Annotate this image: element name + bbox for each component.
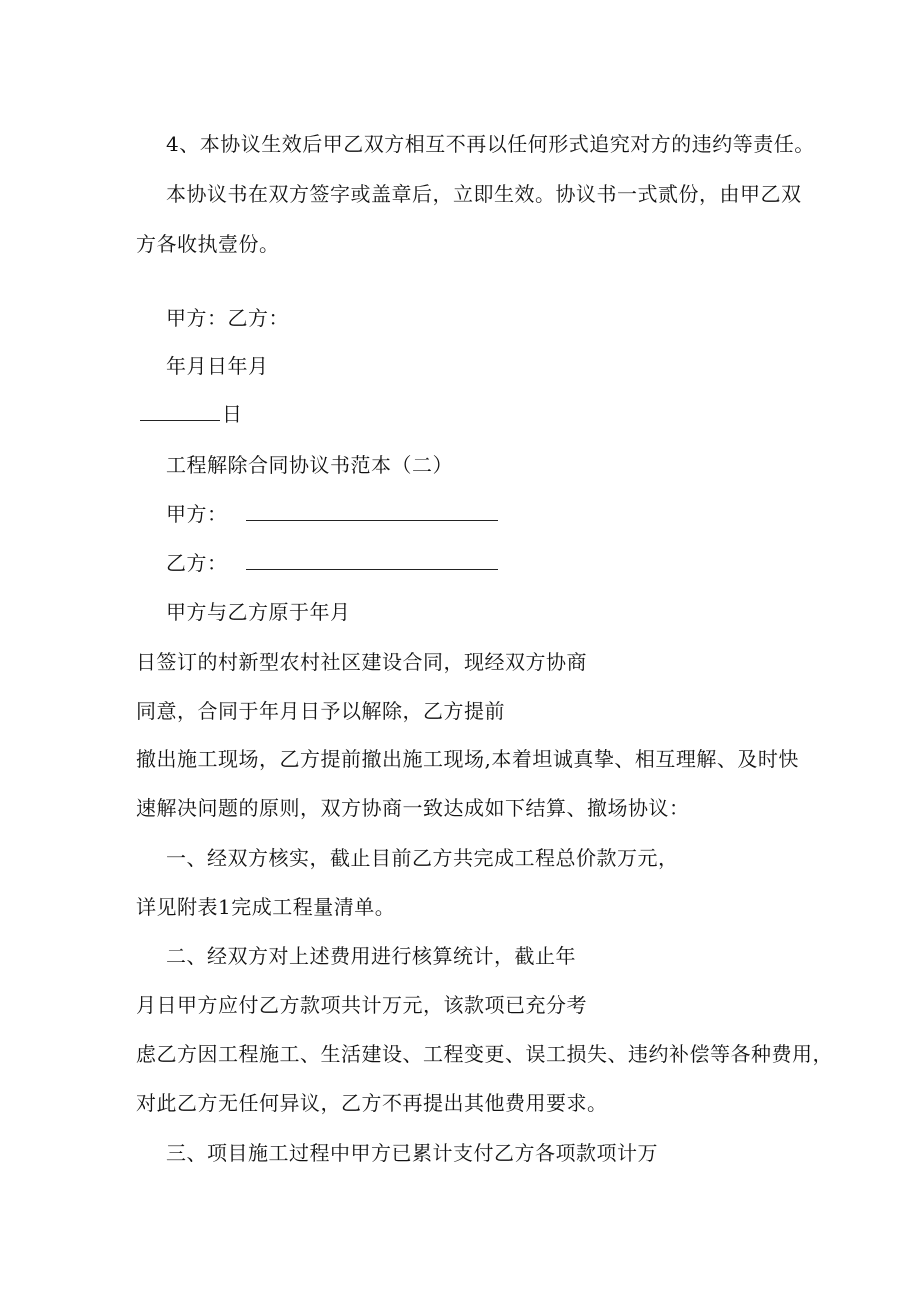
- effective-clause-line-1: 本协议书在双方签字或盖章后，立即生效。协议书一式贰份，由甲乙双: [166, 182, 802, 206]
- item-1-line-2: 详见附表1完成工程量清单。: [136, 895, 396, 919]
- body-line-4: 撤出施工现场，乙方提前撤出施工现场,本着坦诚真挚、相互理解、及时快: [136, 747, 799, 771]
- effective-clause-line-2: 方各收执壹份。: [136, 232, 280, 256]
- item-2-line-1: 二、经双方对上述费用进行核算统计，截止年: [166, 944, 576, 968]
- party-a-label: 甲方：: [166, 502, 228, 526]
- item-3-line-1: 三、项目施工过程中甲方已累计支付乙方各项款项计万: [166, 1141, 658, 1165]
- signature-date: 年月日年月: [166, 354, 269, 378]
- body-line-2: 日签订的村新型农村社区建设合同，现经双方协商: [136, 650, 587, 674]
- item-2-line-4: 对此乙方无任何异议，乙方不再提出其他费用要求。: [136, 1091, 608, 1115]
- day-blank: [140, 402, 220, 421]
- item-1-line-1: 一、经双方核实，截止目前乙方共完成工程总价款万元，: [166, 846, 679, 870]
- clause-4: 4、本协议生效后甲乙双方相互不再以任何形式追究对方的违约等责任。: [166, 132, 815, 156]
- party-a-row: [166, 501, 498, 527]
- day-label: 日: [222, 402, 243, 426]
- party-b-label: 乙方：: [166, 551, 228, 575]
- section-title: 工程解除合同协议书范本（二）: [166, 453, 453, 477]
- party-b-row: [166, 550, 498, 576]
- body-line-3: 同意，合同于年月日予以解除，乙方提前: [136, 699, 505, 723]
- signature-parties: 甲方：乙方：: [166, 306, 289, 330]
- body-line-5: 速解决问题的原则，双方协商一致达成如下结算、撤场协议：: [136, 796, 690, 820]
- party-b-blank: [246, 551, 498, 570]
- item-2-line-3: 虑乙方因工程施工、生活建设、工程变更、误工损失、违约补偿等各种费用，: [136, 1042, 833, 1066]
- party-a-blank: [246, 502, 498, 521]
- body-line-1: 甲方与乙方原于年月: [166, 600, 351, 624]
- item-2-line-2: 月日甲方应付乙方款项共计万元，该款项已充分考: [136, 993, 587, 1017]
- signature-day: [140, 401, 243, 427]
